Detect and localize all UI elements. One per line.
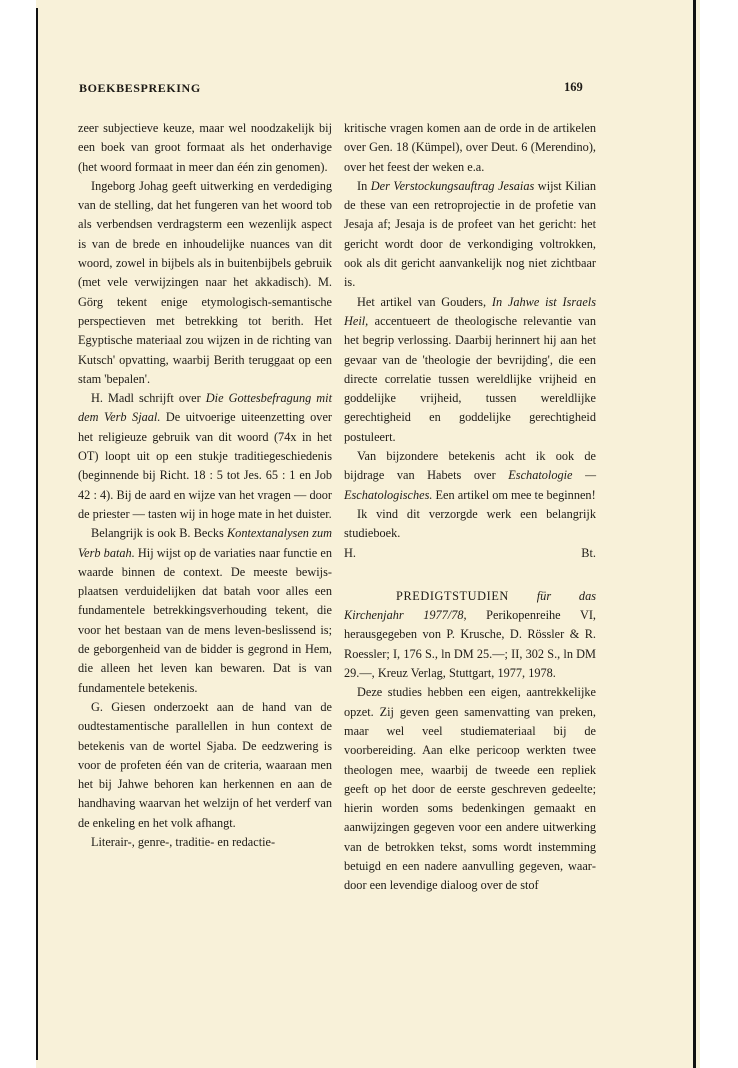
cited-title: In Jahwe ist Israels Heil, <box>344 294 596 328</box>
page-number: 169 <box>564 80 583 94</box>
cited-title: Der Verstockungsauftrag Jesaias <box>370 178 535 193</box>
paragraph: H. Madl schrijft over Die Gottesbefragung mit dem Verb Sjaal. De uitvoerige uiteenzetting over het religieuze gebruik van dit woord (74x in het OT) loopt uit op een stukje traditiegeschiedenis (beginnende bij Richt. 18 : 5 tot Jes. 65 : 1 en Job 42 : 4). Bij de aard en wijze van het vragen — door de priester — tasten wij in hoge mate in het duister. <box>78 391 332 521</box>
paragraph: kritische vragen komen aan de orde in de artikelen over Gen. 18 (Kümpel), over Deut. 6 (Merendino), over het feest der weken e.a. <box>344 121 596 174</box>
paragraph: zeer subjectieve keuze, maar wel noodzakelijk bij een boek van groot formaat als het onderhavige (het woord formaat in meer dan één zin genomen). <box>78 121 332 174</box>
right-column <box>344 119 596 896</box>
reviewer-signature <box>344 544 596 563</box>
review-title-italic: für das Kirchenjahr 1977/78, <box>344 588 596 623</box>
left-column <box>78 119 332 852</box>
paragraph: Deze studies hebben een eigen, aantrekkelijke opzet. Zij geven geen samenvatting van preken, maar wel veel studiemateriaal bij de voorbereiding. Aan elke pericoop werkten twee theologen mee, waarbij de tweede een repliek geeft op het door de eerste geschreven gedeelte; hierin worden soms bedenkingen gemaakt en aanwijzingen gegeven voor een andere uitwerking van de betrokken tekst, soms wordt instemming betuigd en een nadere aanvulling gegeven, waardoor een levendige dialoog over de stof <box>344 685 596 893</box>
paragraph: Belangrijk is ook B. Becks Kontextanalysen zum Verb batah. Hij wijst op de variaties naar functie en waarde binnen de context. De meeste bewijsplaatsen verduidelijken dat batah voor alles een fundamentele betrekkingsverhouding tekent, die voor het bestaan van de mens leven-beslissend is; de geborgenheid van de bidder is gegrond in Hem, die alleen het leven kan bewaren. Dat is van fundamentele betekenis. <box>78 526 333 695</box>
paragraph: Van bijzondere betekenis acht ik ook de bijdrage van Habets over Eschatologie —Eschatologisches. Een artikel om mee te beginnen! <box>344 449 596 502</box>
review-meta: Perikopenreihe VI, herausgegeben von P. Krusche, D. Rössler & R. Roessler; I, 176 S., ln DM 25.—; II, 302 S., ln DM 29.—, Kreuz Verlag, Stuttgart, 1977, 1978. <box>344 608 596 681</box>
cited-title: Kontextanalysen zum Verb batah. <box>78 526 332 560</box>
review-title: PREDIGTSTUDIEN <box>396 588 509 603</box>
paragraph: In Der Verstockungsauftrag Jesaias wijst Kilian de these van een retroprojectie in de profetie van Jesaja af; Jesaja is de profeet van het gericht: het gericht wordt door de verkondiging voltrokken, ook als dit gericht aanvankelijk nog niet zichtbaar is. <box>344 178 596 290</box>
review-heading <box>344 587 596 683</box>
paragraph: Literair-, genre-, traditie- en redactie- <box>91 834 276 849</box>
paragraph: Ingeborg Johag geeft uitwerking en verdediging van de stelling, dat het fungeren van het woord tob als verbendsen verdragsterm een wezenlijk aspect is van de brede en inhoudelijke nuances van dit woord, zowel in bijbels als in buitenbijbels gebruik (met vele verwijzingen naar het akkadisch). M. Görg tekent enige etymologisch-semantische perspectieven met betrekking tot berith. Het Egyptische materiaal zou wijzen in de richting van Kutsch' opvatting, waarbij Berith teruggaat op een stam 'bepalen'. <box>78 178 332 386</box>
section-spacer <box>344 563 596 587</box>
paragraph: Het artikel van Gouders, In Jahwe ist Israels Heil, accentueert de theologische relevantie van het begrip verlossing. Daarbij herinnert hij aan het gevaar van de 'theologie der bevrijding', die een directe correlatie tussen wereldlijke vrijheid en goddelijke vrijheid, tussen wereldlijke gerechtigheid en goddelijke gerechtigheid postuleert. <box>344 294 596 444</box>
signature-right: Bt. <box>581 545 596 560</box>
cited-title: Die Gottesbefragung mit dem Verb Sjaal. <box>78 391 332 425</box>
right-edge-rule <box>693 0 696 1068</box>
left-edge-rule <box>36 8 38 1060</box>
signature-left: H. <box>344 545 356 560</box>
running-title: BOEKBESPREKING <box>79 81 201 95</box>
cited-title: Eschatologie —Eschatologisches. <box>344 468 596 502</box>
paragraph: G. Giesen onderzoekt aan de hand van de oudtestamentische parallellen in hun context de betekenis van de wortel Sjaba. De eedzwering is voor de profeten één van de criteria, waaraan men het bij Jahwe behoren kan herkennen en aan de handhaving waarvan het welzijn of het verderf van de enkeling en het volk afhangt. <box>78 699 332 830</box>
paragraph: Ik vind dit verzorgde werk een belangrijk studieboek. <box>344 506 596 541</box>
